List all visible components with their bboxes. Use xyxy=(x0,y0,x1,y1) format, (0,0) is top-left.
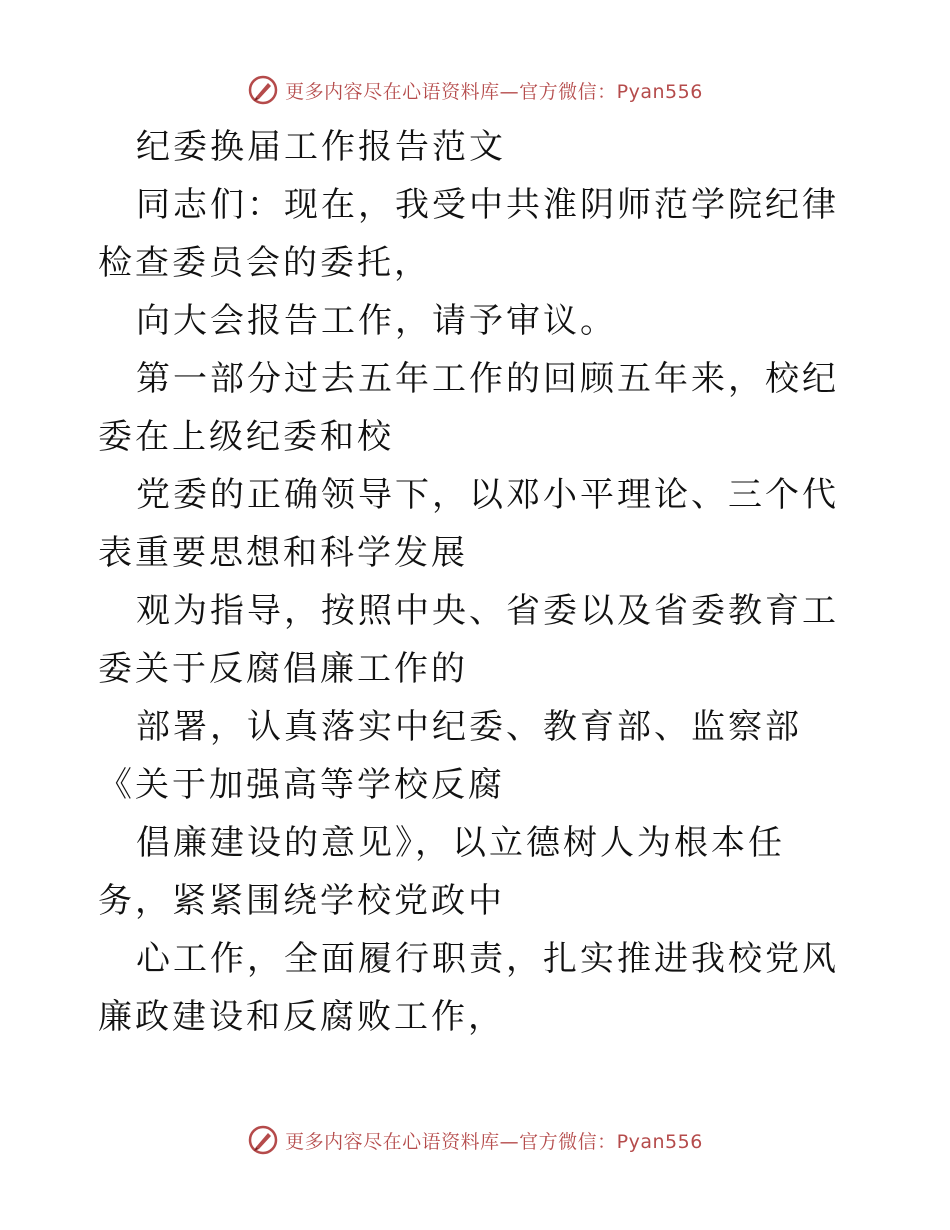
paragraph: 倡廉建设的意见》，以立德树人为根本任务，紧紧围绕学校党政中 xyxy=(98,823,785,921)
header-banner xyxy=(0,70,950,110)
paragraph: 部署，认真落实中纪委、教育部、监察部《关于加强高等学校反腐 xyxy=(98,707,802,805)
paragraph: 同志们：现在，我受中共淮阴师范学院纪律检查委员会的委托， xyxy=(98,185,839,283)
pen-logo-icon xyxy=(247,1124,279,1156)
document-body xyxy=(98,118,858,1046)
banner-text: 更多内容尽在心语资料库—官方微信：Pyan556 xyxy=(285,80,703,103)
paragraph: 党委的正确领导下，以邓小平理论、三个代表重要思想和科学发展 xyxy=(98,475,839,573)
banner-text: 更多内容尽在心语资料库—官方微信：Pyan556 xyxy=(285,1130,703,1153)
footer-banner xyxy=(0,1120,950,1160)
paragraph: 心工作，全面履行职责，扎实推进我校党风廉政建设和反腐败工作， xyxy=(98,939,839,1037)
paragraph: 向大会报告工作，请予审议。 xyxy=(136,301,617,341)
paragraph: 第一部分过去五年工作的回顾五年来，校纪委在上级纪委和校 xyxy=(98,359,839,457)
document-title: 纪委换届工作报告范文 xyxy=(136,127,506,167)
pen-logo-icon xyxy=(247,74,279,106)
paragraph: 观为指导，按照中央、省委以及省委教育工委关于反腐倡廉工作的 xyxy=(98,591,839,689)
